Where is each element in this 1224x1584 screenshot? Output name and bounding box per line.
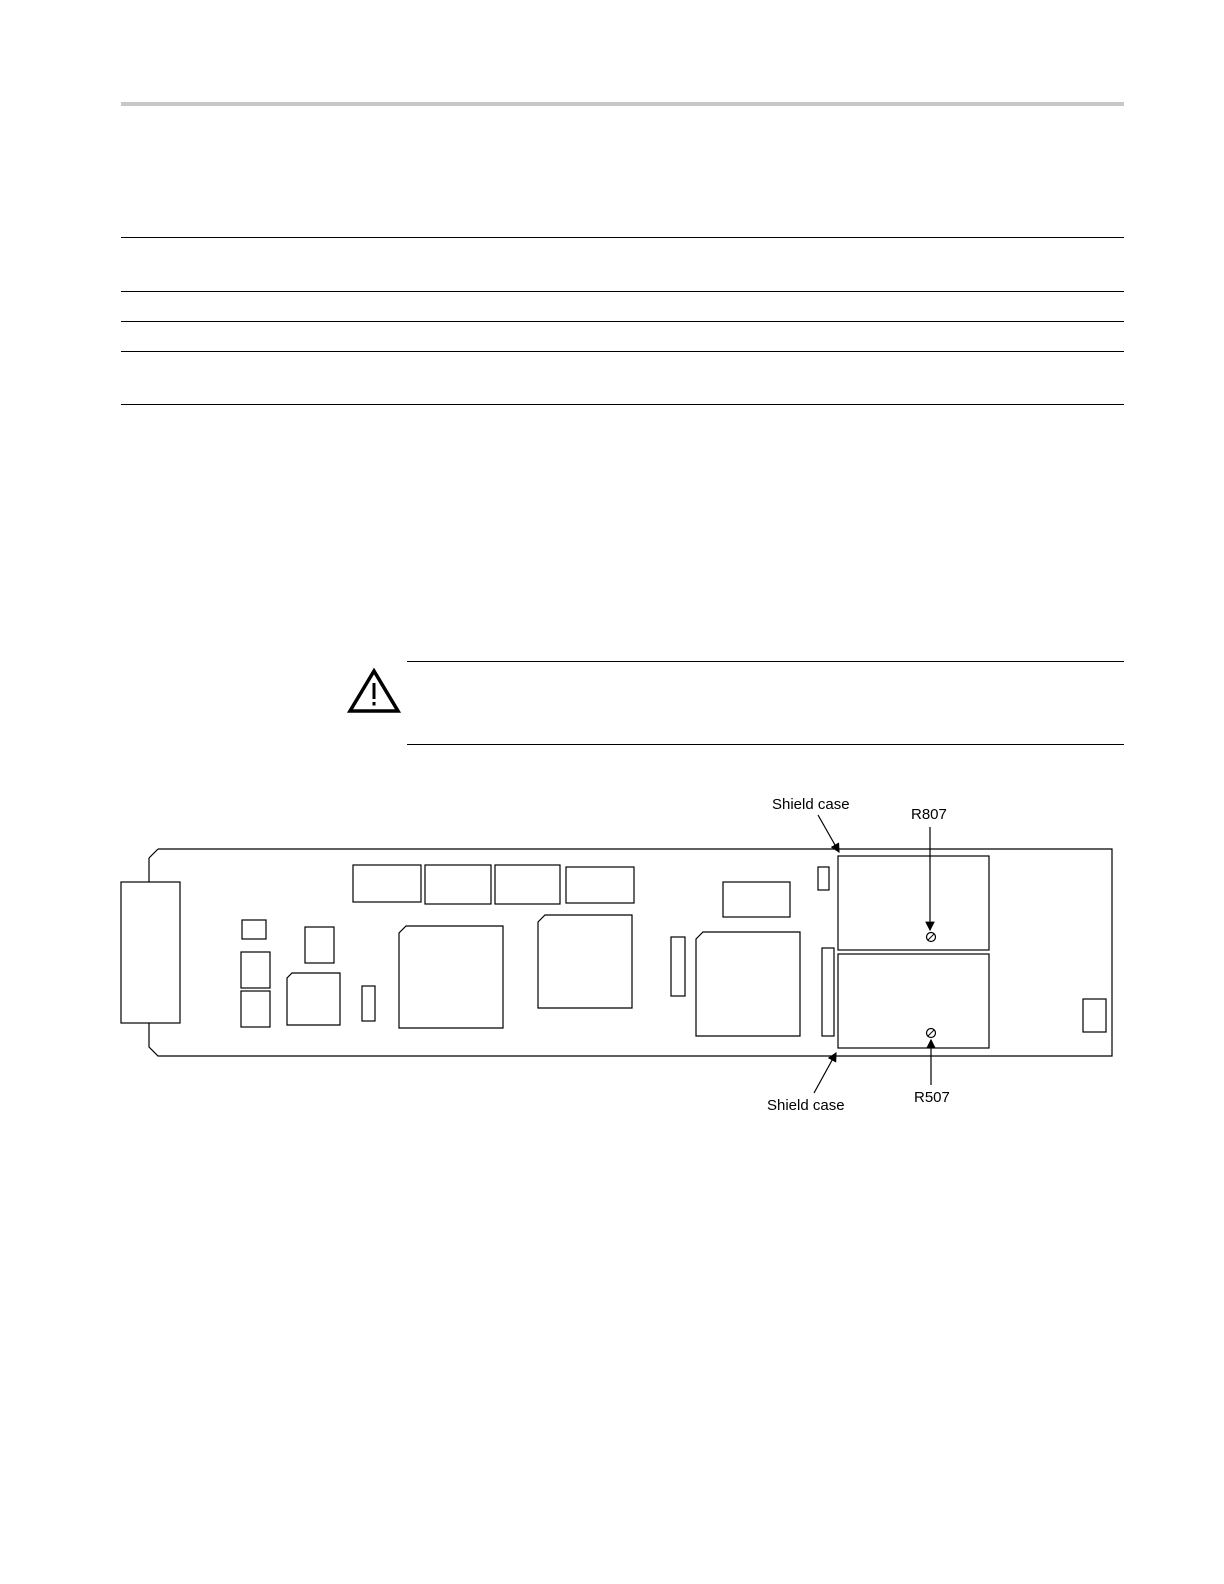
shield-case-bottom-label: Shield case — [767, 1097, 845, 1114]
chip — [305, 927, 334, 963]
shield-case-top-leader — [818, 815, 839, 852]
warning-rule-top — [407, 661, 1124, 662]
circuit-board-diagram — [0, 780, 1224, 1130]
chip — [671, 937, 685, 996]
page-header-bar — [121, 102, 1124, 106]
chip — [723, 882, 790, 917]
chip — [495, 865, 560, 904]
shield-case-top-label: Shield case — [772, 796, 850, 813]
edge-connector — [121, 882, 180, 1023]
shield-case-top — [838, 856, 989, 950]
chip — [242, 920, 266, 939]
processor-chip — [696, 932, 800, 1036]
chip — [353, 865, 421, 902]
table-rule-row-1 — [121, 321, 1124, 322]
r507-label: R507 — [914, 1089, 950, 1106]
chip — [425, 865, 491, 904]
r807-label: R807 — [911, 806, 947, 823]
chip — [241, 952, 270, 988]
chip — [362, 986, 375, 1021]
chip — [287, 973, 340, 1025]
table-rule-bottom — [121, 404, 1124, 405]
table-rule-top — [121, 237, 1124, 238]
processor-chip — [538, 915, 632, 1008]
chip — [1083, 999, 1106, 1032]
chip — [818, 867, 829, 890]
chip — [566, 867, 634, 903]
chip — [822, 948, 834, 1036]
chip — [241, 991, 270, 1027]
table-rule-row-2 — [121, 351, 1124, 352]
table-rule-header — [121, 291, 1124, 292]
warning-rule-bottom — [407, 744, 1124, 745]
warning-triangle-icon — [347, 668, 401, 714]
shield-case-bottom-leader — [814, 1053, 836, 1093]
shield-case-bottom — [838, 954, 989, 1048]
processor-chip — [399, 926, 503, 1028]
